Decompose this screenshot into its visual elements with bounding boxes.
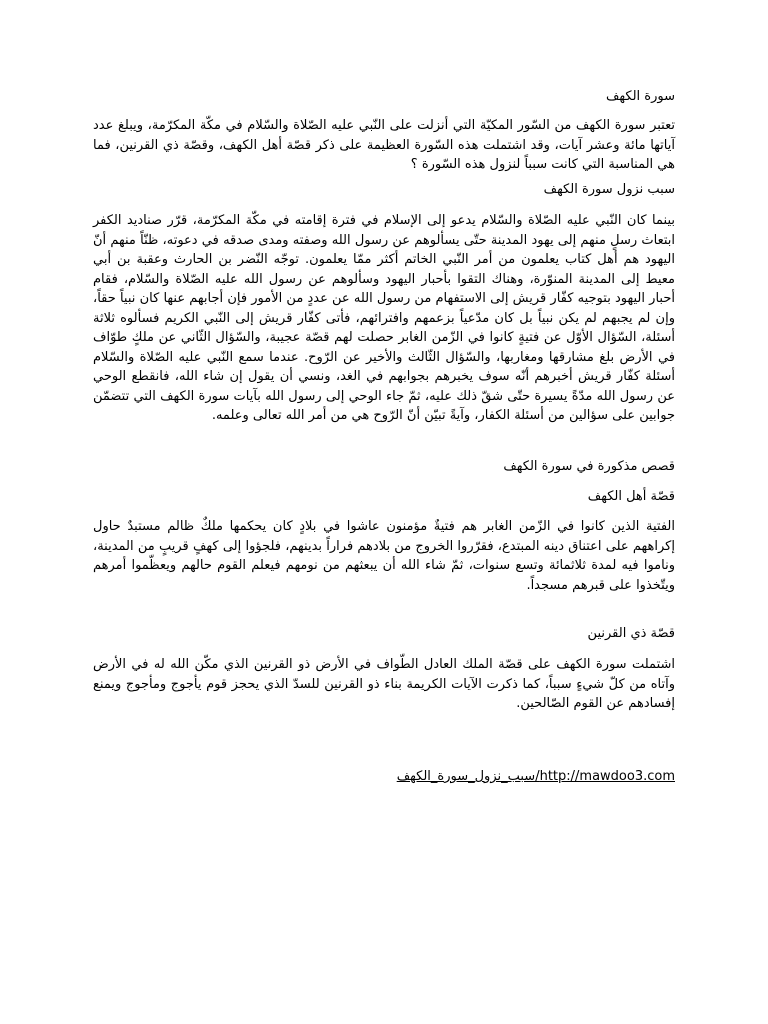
- source-link[interactable]: http://mawdoo3.com/سبب_نزول_سورة_الكهف: [396, 769, 675, 784]
- cave-story-heading: قصّة أهل الكهف: [587, 489, 675, 504]
- reason-heading: سبب نزول سورة الكهف: [543, 182, 675, 197]
- dhul-qarnayn-paragraph: اشتملت سورة الكهف على قصّة الملك العادل الطّواف في الأرض ذو القرنين الذي مكّن الله له في الأرض وآتاه من كلّ شيءٍ سبباً، كما ذكرت الآيات الكريمة بناء ذو القرنين للسدّ الذي يحجز قوم يأجوج ومأجوج ويمنع إفسادهم عن القوم الصّالحين.: [93, 657, 675, 711]
- cave-story-paragraph: الفتية الذين كانوا في الزّمن الغابر هم فتيةٌ مؤمنون عاشوا في بلادٍ كان يحكمها ملكٌ ظالم مستبدٌ حاول إكراههم على اعتناق دينه المبتدع، فقرّروا الخروج من بلادهم فراراً بدينهم، فلجؤوا إلى كهفٍ قريبٍ من المدينة، وناموا فيه لمدة ثلاثمائة وتسع سنوات، ثمّ شاء الله أن يبعثهم من نومهم فيعلم القوم حالهم ويعظّموا أمرهم ويتّخذوا على قبرهم مسجداً.: [93, 519, 675, 593]
- intro-paragraph: تعتبر سورة الكهف من السّور المكيّة التي أنزلت على النّبي عليه الصّلاة والسّلام في مكّة المكرّمة، ويبلغ عدد آياتها مائة وعشر آيات، وقد اشتملت هذه السّورة العظيمة على ذكر قصّة أهل الكهف، وقصّة ذي القرنين، فما هي المناسبة التي كانت سبباً لنزول هذه السّورة ؟: [93, 118, 675, 172]
- source-line: [93, 768, 675, 786]
- dhul-qarnayn-heading: قصّة ذي القرنين: [587, 626, 675, 641]
- reason-paragraph: بينما كان النّبي عليه الصّلاة والسّلام يدعو إلى الإسلام في فترة إقامته في مكّة المكرّمة، قرّر صناديد الكفر ابتعاث رسلٍ منهم إلى يهود المدينة حتّى يسألوهم عن رسول الله وصفته ومدى صدقه في دعوته، ظنّاً منهم أنّ اليهود هم أهل كتاب يعلمون من أمر النّبي الخاتم أكثر ممّا يعلمون. توجّه النّضر بن الحارث وعقبة بن أبي معيط إلى المدينة المنوّرة، وهناك التقوا بأحبار اليهود وسألوهم عن رسول الله عليه الصّلاة والسّلام، فقام أحبار اليهود بتوجيه كفّار قريش إلى الاستفهام من رسول الله عن عددٍ من الأمور فإن أجابهم عنها كان نبياً حقاً، وإن لم يجبهم لم يكن نبياً بل كان مدّعياً بزعمهم وافترائهم، فأتى كفّار قريش إلى النّبي الكريم فسألوه ثلاثة أسئلة، السّؤال الأوّل عن فتيةٍ كانوا في الزّمن الغابر حصلت لهم قصّة عجيبة، والسّؤال الثّاني عن ملكٍ طوّاف في الأرض بلغ مشارقها ومغاربها، والسّؤال الثّالث والأخير عن الرّوح. عندما سمع النّبي عليه الصّلاة والسّلام أسئلة كفّار قريش أخبرهم أنّه سوف يخبرهم بجوابهم في الغد، ونسي أن يقول إن شاء الله، فانقطع الوحي عن رسول الله مدّةً يسيرة حتّى شقّ ذلك عليه، ثمّ جاء الوحي إلى رسول الله بآيات سورة الكهف التي تتضمّن جوابين على سؤالين من أسئلة الكفار، وآيةً تبيّن أنّ الرّوح هي من أمر الله تعالى وعلمه.: [93, 213, 675, 423]
- document-title: سورة الكهف: [605, 89, 675, 104]
- stories-heading: قصص مذكورة في سورة الكهف: [503, 459, 675, 474]
